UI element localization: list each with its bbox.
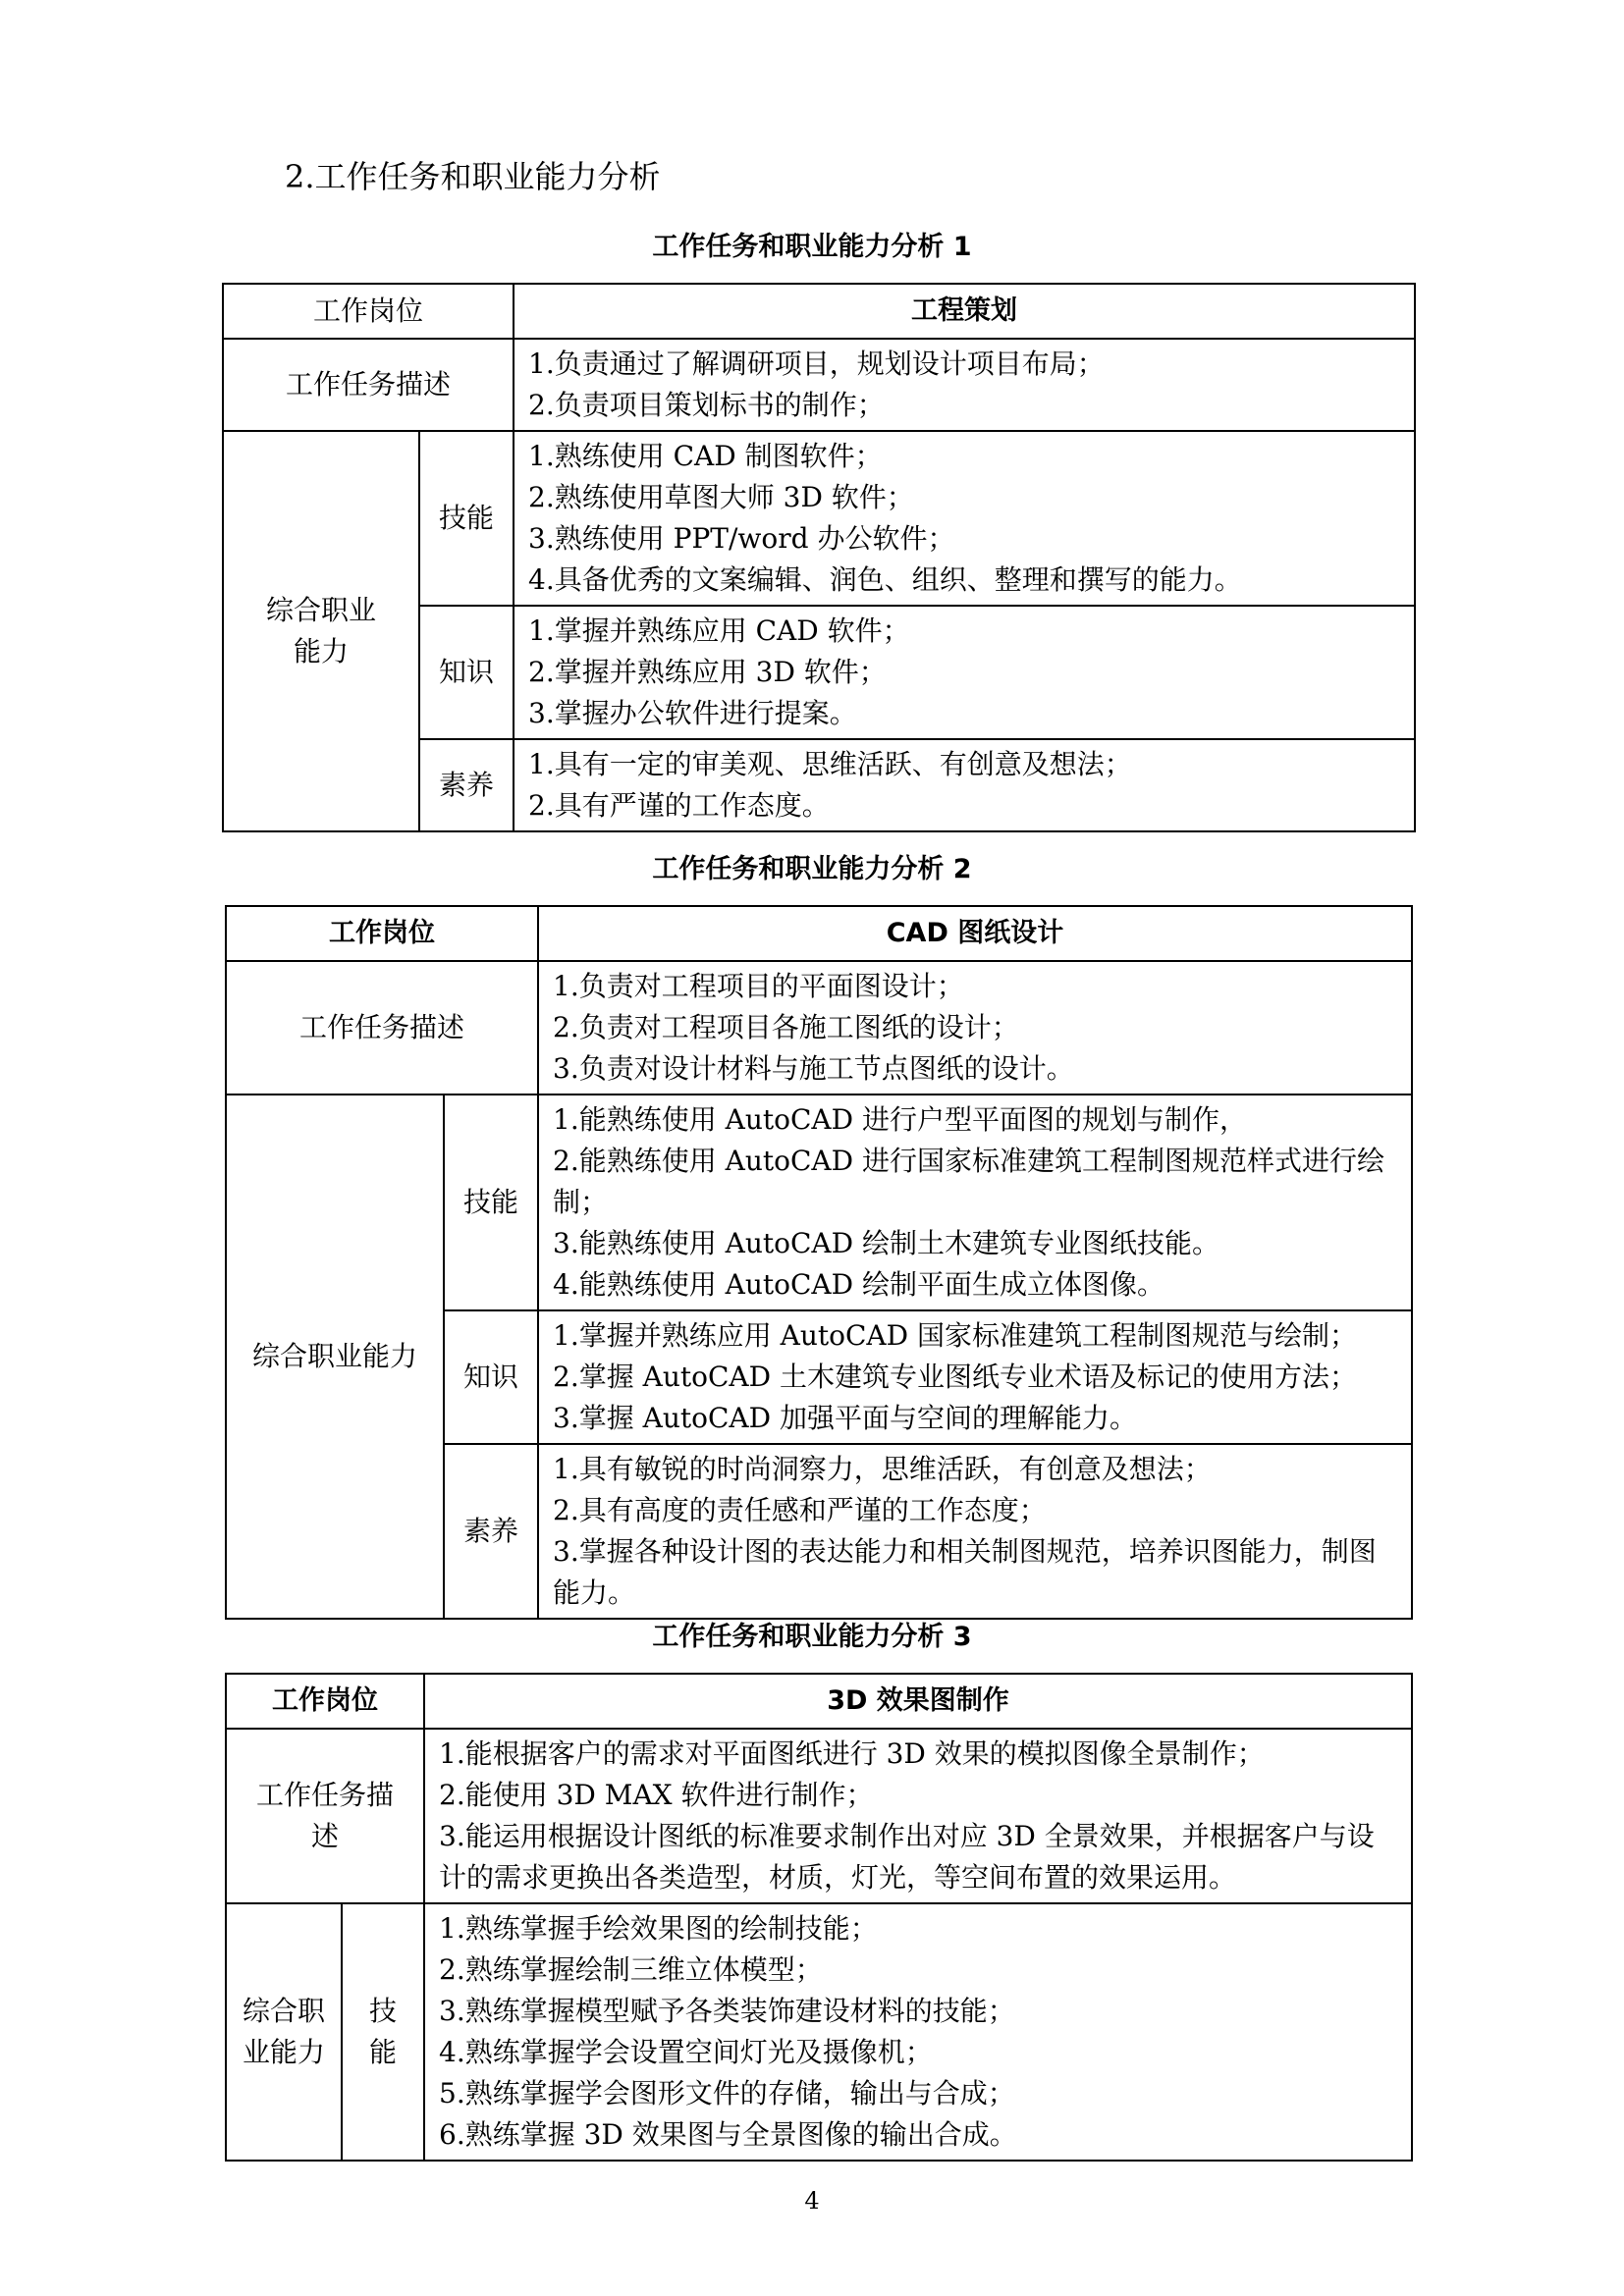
list-item: 1.能熟练使用 AutoCAD 进行户型平面图的规划与制作， bbox=[553, 1103, 1247, 1136]
table-1-ability-label: 综合职业能力 bbox=[223, 431, 419, 831]
list-item: 3.能运用根据设计图纸的标准要求制作出对应 3D 全景效果，并根据客户与设计的需求更换出各类造型，材质，灯光，等空间布置的效果运用。 bbox=[439, 1820, 1375, 1894]
table-1-quality-label: 素养 bbox=[419, 739, 514, 831]
table-1-position-value: 工程策划 bbox=[514, 284, 1415, 339]
table-2-skill-label: 技能 bbox=[444, 1095, 538, 1310]
table-2-caption: 工作任务和职业能力分析 2 bbox=[652, 854, 972, 884]
list-item: 2.具有高度的责任感和严谨的工作态度； bbox=[553, 1494, 1047, 1526]
list-item: 3.能熟练使用 AutoCAD 绘制土木建筑专业图纸技能。 bbox=[553, 1227, 1219, 1259]
list-item: 1.负责对工程项目的平面图设计； bbox=[553, 970, 964, 1002]
list-item: 2.能熟练使用 AutoCAD 进行国家标准建筑工程制图规范样式进行绘制； bbox=[553, 1145, 1384, 1218]
list-item: 1.负责通过了解调研项目，规划设计项目布局； bbox=[528, 347, 1105, 380]
list-item: 3.熟练掌握模型赋予各类装饰建设材料的技能； bbox=[439, 1995, 1015, 2027]
table-2-knowledge-items bbox=[538, 1310, 1412, 1444]
table-1-skill-label: 技能 bbox=[419, 431, 514, 606]
table-2-task-label: 工作任务描述 bbox=[226, 961, 538, 1095]
list-item: 3.负责对设计材料与施工节点图纸的设计。 bbox=[553, 1052, 1074, 1085]
table-1-skill-items bbox=[514, 431, 1415, 606]
table-1-position-label: 工作岗位 bbox=[223, 284, 514, 339]
list-item: 2.掌握 AutoCAD 土木建筑专业图纸专业术语及标记的使用方法； bbox=[553, 1361, 1357, 1393]
list-item: 1.掌握并熟练应用 AutoCAD 国家标准建筑工程制图规范与绘制； bbox=[553, 1319, 1357, 1352]
list-item: 1.掌握并熟练应用 CAD 软件； bbox=[528, 614, 910, 647]
table-1 bbox=[222, 283, 1416, 832]
list-item: 1.熟练使用 CAD 制图软件； bbox=[528, 440, 883, 472]
list-item: 3.掌握各种设计图的表达能力和相关制图规范，培养识图能力，制图能力。 bbox=[553, 1535, 1377, 1609]
table-2-quality-label: 素养 bbox=[444, 1444, 538, 1619]
table-1-quality-items bbox=[514, 739, 1415, 831]
table-2-position-value: CAD 图纸设计 bbox=[538, 906, 1412, 961]
table-2-quality-items bbox=[538, 1444, 1412, 1619]
table-3-skill-items bbox=[424, 1903, 1412, 2161]
table-3 bbox=[225, 1673, 1413, 2162]
table-3-task-items bbox=[424, 1729, 1412, 1903]
table-3-ability-label: 综合职业能力 bbox=[226, 1903, 342, 2161]
list-item: 2.熟练使用草图大师 3D 软件； bbox=[528, 481, 914, 513]
table-1-knowledge-items bbox=[514, 606, 1415, 739]
table-1-knowledge-label: 知识 bbox=[419, 606, 514, 739]
table-2-position-label: 工作岗位 bbox=[226, 906, 538, 961]
table-2 bbox=[225, 905, 1413, 1620]
table-3-skill-label: 技能 bbox=[342, 1903, 424, 2161]
list-item: 2.负责对工程项目各施工图纸的设计； bbox=[553, 1011, 1019, 1043]
list-item: 2.熟练掌握绘制三维立体模型； bbox=[439, 1953, 823, 1986]
table-3-position-value: 3D 效果图制作 bbox=[424, 1674, 1412, 1729]
table-2-knowledge-label: 知识 bbox=[444, 1310, 538, 1444]
list-item: 4.能熟练使用 AutoCAD 绘制平面生成立体图像。 bbox=[553, 1268, 1164, 1301]
page-number: 4 bbox=[804, 2187, 820, 2215]
list-item: 5.熟练掌握学会图形文件的存储，输出与合成； bbox=[439, 2077, 1015, 2109]
list-item: 2.能使用 3D MAX 软件进行制作； bbox=[439, 1779, 874, 1811]
list-item: 1.具有一定的审美观、思维活跃、有创意及想法； bbox=[528, 748, 1132, 780]
list-item: 3.掌握 AutoCAD 加强平面与空间的理解能力。 bbox=[553, 1402, 1137, 1434]
table-2-ability-label: 综合职业能力 bbox=[226, 1095, 444, 1619]
table-1-task-items bbox=[514, 339, 1415, 431]
table-3-position-label: 工作岗位 bbox=[226, 1674, 424, 1729]
list-item: 4.熟练掌握学会设置空间灯光及摄像机； bbox=[439, 2036, 933, 2068]
table-2-task-items bbox=[538, 961, 1412, 1095]
list-item: 1.具有敏锐的时尚洞察力，思维活跃，有创意及想法； bbox=[553, 1453, 1212, 1485]
table-1-task-label: 工作任务描述 bbox=[223, 339, 514, 431]
list-item: 3.熟练使用 PPT/word 办公软件； bbox=[528, 522, 955, 555]
list-item: 1.熟练掌握手绘效果图的绘制技能； bbox=[439, 1912, 878, 1945]
table-3-task-label: 工作任务描述 bbox=[226, 1729, 424, 1903]
section-heading: 2.工作任务和职业能力分析 bbox=[285, 158, 661, 195]
list-item: 3.掌握办公软件进行提案。 bbox=[528, 697, 857, 729]
list-item: 6.熟练掌握 3D 效果图与全景图像的输出合成。 bbox=[439, 2118, 1017, 2151]
list-item: 2.具有严谨的工作态度。 bbox=[528, 789, 830, 822]
table-3-caption: 工作任务和职业能力分析 3 bbox=[652, 1622, 972, 1652]
list-item: 1.能根据客户的需求对平面图纸进行 3D 效果的模拟图像全景制作； bbox=[439, 1737, 1265, 1770]
list-item: 2.掌握并熟练应用 3D 软件； bbox=[528, 656, 887, 688]
table-2-skill-items bbox=[538, 1095, 1412, 1310]
list-item: 4.具备优秀的文案编辑、润色、组织、整理和撰写的能力。 bbox=[528, 563, 1242, 596]
list-item: 2.负责项目策划标书的制作； bbox=[528, 389, 885, 421]
table-1-caption: 工作任务和职业能力分析 1 bbox=[652, 232, 972, 262]
